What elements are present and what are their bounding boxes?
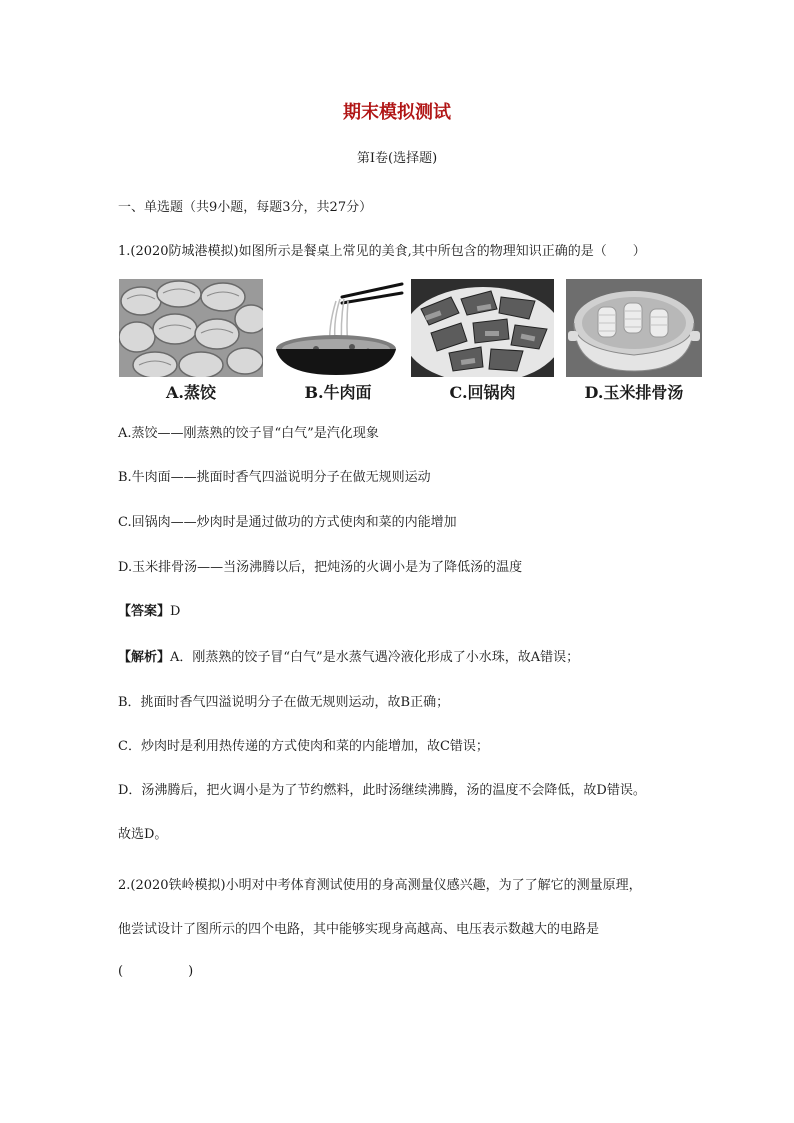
analysis-line-5: 故选D。 xyxy=(118,827,168,842)
caption-d: D.玉米排骨汤 xyxy=(584,383,684,402)
analysis-text-a: A．刚蒸熟的饺子冒“白气”是水蒸气遇冷液化形成了小水珠，故A错误； xyxy=(170,650,580,665)
option-c: C.回锅肉——炒肉时是通过做功的方式使肉和菜的内能增加 xyxy=(118,515,457,530)
question-2-blank: ( ) xyxy=(118,964,194,979)
answer-line xyxy=(118,600,180,619)
caption-b: B.牛肉面 xyxy=(304,383,372,402)
answer-value: D xyxy=(170,604,181,619)
question-2-line-1: 2.(2020铁岭模拟)小明对中考体育测试使用的身高测量仪感兴趣，为了了解它的测量原理， xyxy=(118,878,642,893)
analysis-label: 【解析】 xyxy=(118,650,171,665)
option-d: D.玉米排骨汤——当汤沸腾以后，把炖汤的火调小是为了降低汤的温度 xyxy=(118,560,523,575)
beef-noodles-image xyxy=(272,279,404,377)
caption-c: C.回锅肉 xyxy=(449,383,516,402)
answer-label: 【答案】 xyxy=(118,604,171,619)
question-2-line-2: 他尝试设计了图所示的四个电路，其中能够实现身高越高、电压表示数越大的电路是 xyxy=(118,922,600,937)
corn-rib-soup-image xyxy=(566,279,702,377)
analysis-line-4: D．汤沸腾后，把火调小是为了节约燃料，此时汤继续沸腾，汤的温度不会降低，故D错误。 xyxy=(118,783,646,798)
question-1-stem: 1.(2020防城港模拟)如图所示是餐桌上常见的美食,其中所包含的物理知识正确的是（ ） xyxy=(118,244,646,259)
caption-a: A.蒸饺 xyxy=(166,383,216,402)
option-a: A.蒸饺——刚蒸熟的饺子冒“白气”是汽化现象 xyxy=(118,426,379,441)
option-b: B.牛肉面——挑面时香气四溢说明分子在做无规则运动 xyxy=(118,470,431,485)
page-title: 期末模拟测试 xyxy=(343,102,451,123)
dumplings-image xyxy=(119,279,263,377)
section-heading: 一、单选题（共9小题，每题3分，共27分） xyxy=(118,200,373,215)
analysis-line-2: B．挑面时香气四溢说明分子在做无规则运动，故B正确； xyxy=(118,695,450,710)
section-subtitle: 第Ⅰ卷(选择题) xyxy=(356,151,438,166)
twice-cooked-pork-image xyxy=(411,279,554,377)
analysis-line-1 xyxy=(118,646,579,665)
analysis-line-3: C．炒肉时是利用热传递的方式使肉和菜的内能增加，故C错误； xyxy=(118,739,489,754)
